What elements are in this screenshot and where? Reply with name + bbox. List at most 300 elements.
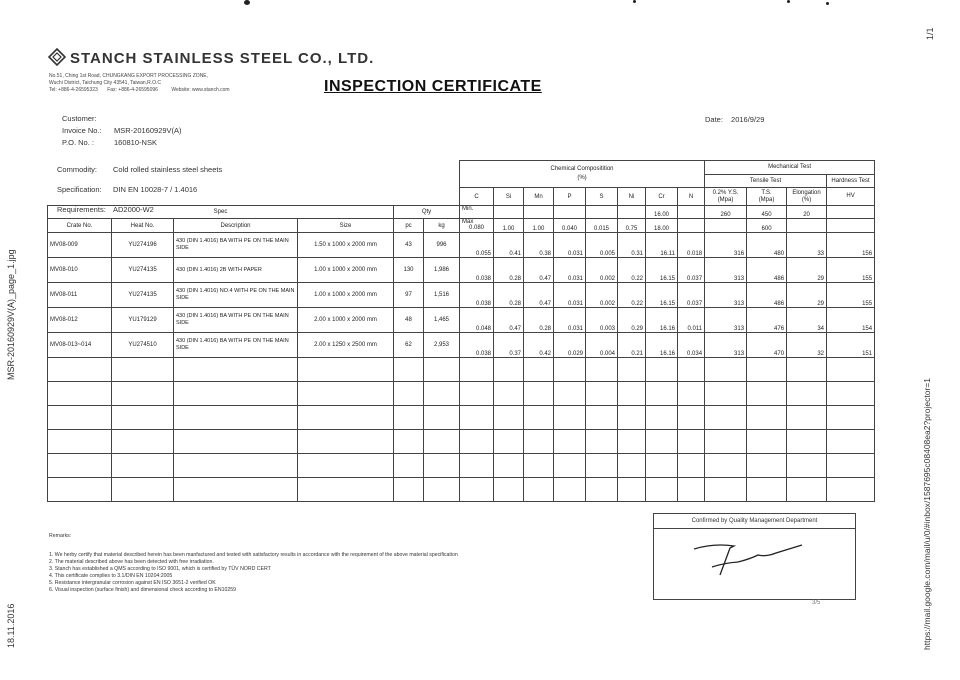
requirements-field: Requirements: AD2000-W2 [57, 205, 154, 214]
qty-label: Qty [394, 206, 460, 219]
empty-cell [424, 382, 460, 406]
empty-cell [112, 406, 174, 430]
value-cell: 16.15 [646, 283, 678, 308]
value-cell: 0.037 [678, 258, 705, 283]
confirmation-box [653, 513, 856, 600]
empty-cell [48, 454, 112, 478]
value-cell: 316 [705, 233, 747, 258]
value-cell: 155 [827, 283, 875, 308]
empty-cell [646, 382, 678, 406]
tensile-header: Tensile Test [705, 174, 827, 188]
empty-cell [174, 430, 298, 454]
empty-cell [460, 430, 494, 454]
value-cell: 34 [787, 308, 827, 333]
value-cell: 16.11 [646, 233, 678, 258]
document-title: INSPECTION CERTIFICATE [324, 78, 542, 95]
value-cell: 0.47 [494, 308, 524, 333]
max-value-9: 600 [747, 219, 787, 233]
value-cell: 0.031 [554, 308, 586, 333]
value-cell: 0.018 [678, 233, 705, 258]
empty-cell [586, 478, 618, 502]
po-field: P.O. No. : 160810-NSK [62, 138, 157, 147]
empty-cell [460, 454, 494, 478]
value-cell: 151 [827, 333, 875, 358]
right-margin-url: https://mail.google.com/mail/u/0/#inbox/1587695c08408ea2?projector=1 [922, 378, 932, 650]
empty-cell [827, 478, 875, 502]
empty-cell [48, 430, 112, 454]
description: 430 (DIN 1.4016) BA WITH PE ON THE MAIN SIDE [174, 333, 298, 358]
empty-cell [747, 382, 787, 406]
chem-col-n: N [678, 188, 705, 206]
empty-cell [618, 406, 646, 430]
table-row [48, 308, 875, 333]
remark-item: 4. This certificate complies to 3.1/DIN EN 10204:2005 [49, 573, 173, 579]
table-row [48, 283, 875, 308]
qty-pc: 97 [394, 283, 424, 308]
remark-item: 5. Resistance intergranular corrosion against EN ISO 3651-2 verified OK [49, 580, 216, 586]
value-cell: 0.42 [524, 333, 554, 358]
empty-cell [827, 454, 875, 478]
value-cell: 156 [827, 233, 875, 258]
empty-cell [524, 430, 554, 454]
heat-no: YU274510 [112, 333, 174, 358]
min-value-3 [554, 206, 586, 219]
empty-cell [705, 430, 747, 454]
value-cell: 0.038 [460, 333, 494, 358]
signature-mark [654, 529, 854, 589]
value-cell: 0.004 [586, 333, 618, 358]
empty-cell [394, 478, 424, 502]
qty-pc: 130 [394, 258, 424, 283]
qty-pc: 48 [394, 308, 424, 333]
empty-cell [646, 478, 678, 502]
col-pc: pc [394, 219, 424, 233]
empty-cell [787, 382, 827, 406]
empty-cell [112, 358, 174, 382]
left-margin-date: 18.11.2016 [6, 603, 16, 648]
value-cell: 0.005 [586, 233, 618, 258]
chem-col-si: Si [494, 188, 524, 206]
mech-col-0: 0.2% Y.S. (Mpa) [705, 188, 747, 206]
value-cell: 0.31 [618, 233, 646, 258]
value-cell: 0.048 [460, 308, 494, 333]
stanch-logo-icon [48, 48, 66, 66]
value-cell: 0.22 [618, 283, 646, 308]
empty-cell [705, 454, 747, 478]
value-cell: 313 [705, 258, 747, 283]
qty-kg: 1,516 [424, 283, 460, 308]
date-field: Date: 2016/9/29 [705, 115, 765, 124]
page-number: 1/1 [925, 27, 935, 40]
value-cell: 0.031 [554, 233, 586, 258]
min-value-1 [494, 206, 524, 219]
empty-cell [494, 454, 524, 478]
empty-cell [827, 358, 875, 382]
empty-cell [494, 406, 524, 430]
empty-cell [48, 406, 112, 430]
empty-cell [174, 454, 298, 478]
empty-cell [112, 454, 174, 478]
empty-row [48, 454, 875, 478]
value-cell: 313 [705, 333, 747, 358]
empty-cell [705, 406, 747, 430]
empty-cell [747, 454, 787, 478]
description: 430 (DIN 1.4016) BA WITH PE ON THE MAIN SIDE [174, 308, 298, 333]
specification-field: Specification: DIN EN 10028-7 / 1.4016 [57, 185, 198, 194]
website: Website: www.stanch.com [171, 87, 230, 93]
heat-no: YU274135 [112, 283, 174, 308]
remark-item: 3. Stanch has established a QMS according to ISO 9001, which is certified by TÜV NORD CERT [49, 566, 271, 572]
empty-cell [494, 358, 524, 382]
empty-cell [524, 382, 554, 406]
scan-mark [244, 0, 250, 5]
heat-no: YU179129 [112, 308, 174, 333]
max-value-2: 1.00 [524, 219, 554, 233]
empty-row [48, 430, 875, 454]
empty-cell [460, 478, 494, 502]
crate-no: MV08-012 [48, 308, 112, 333]
remark-item: 6. Visual inspection (surface finish) and dimensional check according to EN10259 [49, 587, 237, 593]
empty-cell [646, 454, 678, 478]
size: 2.00 x 1250 x 2500 mm [298, 333, 394, 358]
min-value-9: 450 [747, 206, 787, 219]
max-value-10 [787, 219, 827, 233]
max-label: Max [462, 219, 474, 225]
chem-col-ni: Ni [618, 188, 646, 206]
value-cell: 0.21 [618, 333, 646, 358]
value-cell: 29 [787, 283, 827, 308]
empty-cell [787, 358, 827, 382]
table-header-row-1 [48, 161, 875, 175]
empty-cell [586, 382, 618, 406]
mech-header: Mechanical Test [705, 161, 875, 175]
value-cell: 313 [705, 308, 747, 333]
empty-cell [678, 478, 705, 502]
value-cell: 0.38 [524, 233, 554, 258]
max-value-6: 18.00 [646, 219, 678, 233]
value-cell: 29 [787, 258, 827, 283]
value-cell: 486 [747, 258, 787, 283]
empty-cell [394, 406, 424, 430]
empty-cell [298, 454, 394, 478]
empty-cell [747, 406, 787, 430]
crate-no: MV08-013~014 [48, 333, 112, 358]
qty-pc: 62 [394, 333, 424, 358]
value-cell: 0.28 [494, 283, 524, 308]
empty-cell [618, 430, 646, 454]
min-value-5 [618, 206, 646, 219]
customer-field: Customer: [62, 114, 97, 123]
chem-col-p: P [554, 188, 586, 206]
crate-no: MV08-009 [48, 233, 112, 258]
tel: Tel: +886-4-26595323 [49, 87, 98, 93]
max-value-11 [827, 219, 875, 233]
empty-cell [394, 454, 424, 478]
table-min-row [48, 206, 875, 219]
empty-cell [554, 406, 586, 430]
qty-kg: 2,953 [424, 333, 460, 358]
empty-cell [112, 430, 174, 454]
max-value-0 [460, 219, 494, 233]
value-cell: 0.47 [524, 283, 554, 308]
table-row [48, 333, 875, 358]
empty-cell [174, 382, 298, 406]
mech-col-1: T.S. (Mpa) [747, 188, 787, 206]
empty-cell [787, 454, 827, 478]
value-cell: 480 [747, 233, 787, 258]
company-logo [48, 48, 66, 71]
spec-label: Spec [48, 206, 394, 219]
remarks [49, 533, 649, 594]
empty-cell [554, 430, 586, 454]
min-value-4 [586, 206, 618, 219]
empty-cell [298, 430, 394, 454]
empty-cell [494, 382, 524, 406]
min-value-2 [524, 206, 554, 219]
empty-cell [554, 382, 586, 406]
remarks-list [49, 552, 649, 594]
size: 1.00 x 1000 x 2000 mm [298, 283, 394, 308]
value-cell: 0.47 [524, 258, 554, 283]
max-value-7 [678, 219, 705, 233]
empty-cell [678, 358, 705, 382]
table-row [48, 258, 875, 283]
min-value-7 [678, 206, 705, 219]
qty-kg: 1,986 [424, 258, 460, 283]
value-cell: 0.28 [524, 308, 554, 333]
empty-cell [174, 406, 298, 430]
mech-col-2: Elongation (%) [787, 188, 827, 206]
scan-mark [826, 2, 829, 5]
empty-cell [705, 358, 747, 382]
empty-cell [298, 382, 394, 406]
min-value-10: 20 [787, 206, 827, 219]
empty-cell [394, 430, 424, 454]
value-cell: 476 [747, 308, 787, 333]
empty-cell [394, 358, 424, 382]
empty-cell [460, 358, 494, 382]
empty-cell [298, 358, 394, 382]
empty-cell [747, 358, 787, 382]
max-value-8 [705, 219, 747, 233]
empty-cell [424, 406, 460, 430]
size: 1.50 x 1000 x 2000 mm [298, 233, 394, 258]
empty-cell [112, 382, 174, 406]
footer-mark: 3/5 [812, 600, 821, 606]
qty-kg: 996 [424, 233, 460, 258]
col-crate: Crate No. [48, 219, 112, 233]
value-cell: 0.41 [494, 233, 524, 258]
value-cell: 0.011 [678, 308, 705, 333]
value-cell: 33 [787, 233, 827, 258]
empty-cell [747, 478, 787, 502]
min-value-6: 16.00 [646, 206, 678, 219]
value-cell: 0.031 [554, 283, 586, 308]
value-cell: 0.038 [460, 258, 494, 283]
value-cell: 313 [705, 283, 747, 308]
value-cell: 0.034 [678, 333, 705, 358]
empty-row [48, 382, 875, 406]
empty-cell [586, 430, 618, 454]
value-cell: 32 [787, 333, 827, 358]
max-value-0: 0.080 [468, 225, 484, 231]
min-label: Min. [460, 206, 494, 219]
confirmation-label: Confirmed by Quality Management Department [691, 518, 818, 524]
value-cell: 0.28 [494, 258, 524, 283]
value-cell: 0.038 [460, 283, 494, 308]
table-max-row [48, 219, 875, 233]
remarks-title: Remarks: [49, 533, 72, 539]
empty-cell [424, 430, 460, 454]
empty-cell [494, 430, 524, 454]
fax: Fax: +886-4-26595096 [107, 87, 158, 93]
empty-cell [646, 358, 678, 382]
max-value-1: 1.00 [494, 219, 524, 233]
empty-cell [112, 478, 174, 502]
value-cell: 0.055 [460, 233, 494, 258]
contact-line [49, 87, 309, 94]
commodity-field: Commodity: Cold rolled stainless steel sheets [57, 165, 223, 174]
value-cell: 0.037 [678, 283, 705, 308]
col-kg: kg [424, 219, 460, 233]
empty-cell [618, 358, 646, 382]
col-size: Size [298, 219, 394, 233]
chem-col-mn: Mn [524, 188, 554, 206]
left-margin-filename: MSR-20160929V(A)_page_1.jpg [6, 249, 16, 380]
size: 1.00 x 1000 x 2000 mm [298, 258, 394, 283]
value-cell: 16.16 [646, 308, 678, 333]
empty-cell [678, 454, 705, 478]
empty-cell [48, 358, 112, 382]
empty-cell [524, 358, 554, 382]
company-address [49, 73, 309, 94]
qty-kg: 1,465 [424, 308, 460, 333]
empty-row [48, 358, 875, 382]
empty-cell [678, 430, 705, 454]
empty-cell [460, 382, 494, 406]
empty-cell [174, 478, 298, 502]
empty-cell [174, 358, 298, 382]
value-cell: 0.37 [494, 333, 524, 358]
empty-cell [424, 478, 460, 502]
value-cell: 486 [747, 283, 787, 308]
empty-cell [524, 406, 554, 430]
empty-cell [827, 430, 875, 454]
value-cell: 16.15 [646, 258, 678, 283]
empty-cell [787, 430, 827, 454]
hardness-header: Hardness Test [827, 174, 875, 188]
scan-mark [633, 0, 636, 3]
empty-cell [586, 454, 618, 478]
empty-cell [524, 478, 554, 502]
empty-cell [394, 382, 424, 406]
inspection-table [47, 160, 875, 502]
empty-cell [554, 358, 586, 382]
empty-cell [48, 382, 112, 406]
value-cell: 0.029 [554, 333, 586, 358]
empty-cell [424, 358, 460, 382]
qty-pc: 43 [394, 233, 424, 258]
value-cell: 0.031 [554, 258, 586, 283]
crate-no: MV08-011 [48, 283, 112, 308]
empty-cell [618, 382, 646, 406]
empty-cell [554, 478, 586, 502]
mech-col-3: HV [827, 188, 875, 206]
value-cell: 155 [827, 258, 875, 283]
value-cell: 0.29 [618, 308, 646, 333]
empty-cell [646, 430, 678, 454]
empty-cell [678, 382, 705, 406]
empty-cell [678, 406, 705, 430]
empty-cell [787, 406, 827, 430]
max-value-4: 0.015 [586, 219, 618, 233]
empty-cell [705, 382, 747, 406]
invoice-field: Invoice No.: MSR-20160929V(A) [62, 126, 182, 135]
chem-header: Chemical Compositition (%) [460, 161, 705, 188]
remark-item: 2. The material described above has been detected with free irradiation. [49, 559, 214, 565]
max-value-5: 0.75 [618, 219, 646, 233]
value-cell: 154 [827, 308, 875, 333]
crate-no: MV08-010 [48, 258, 112, 283]
company-name: STANCH STAINLESS STEEL CO., LTD. [70, 50, 375, 67]
empty-cell [747, 430, 787, 454]
table-row [48, 233, 875, 258]
empty-cell [827, 382, 875, 406]
description: 430 (DIN 1.4016) 2B WITH PAPER [174, 258, 298, 283]
col-description: Description [174, 219, 298, 233]
empty-cell [618, 478, 646, 502]
empty-cell [618, 454, 646, 478]
min-value-8: 260 [705, 206, 747, 219]
header-fields [62, 113, 182, 149]
empty-cell [48, 478, 112, 502]
empty-row [48, 406, 875, 430]
description: 430 (DIN 1.4016) NO.4 WITH PE ON THE MAIN SIDE [174, 283, 298, 308]
empty-cell [787, 478, 827, 502]
empty-cell [827, 406, 875, 430]
value-cell: 0.003 [586, 308, 618, 333]
empty-cell [460, 406, 494, 430]
col-heat: Heat No. [112, 219, 174, 233]
remark-item: 1. We herby certify that material described herein has been manfactured and tested with satisfactory results in accordance with the requirement of the above material specification [49, 552, 458, 558]
empty-cell [298, 406, 394, 430]
value-cell: 0.22 [618, 258, 646, 283]
chem-col-cr: Cr [646, 188, 678, 206]
empty-cell [424, 454, 460, 478]
empty-cell [494, 478, 524, 502]
empty-cell [586, 406, 618, 430]
size: 2.00 x 1000 x 2000 mm [298, 308, 394, 333]
empty-cell [524, 454, 554, 478]
scan-mark [787, 0, 790, 3]
empty-row [48, 478, 875, 502]
description: 430 (DIN 1.4016) BA WITH PE ON THE MAIN SIDE [174, 233, 298, 258]
empty-cell [646, 406, 678, 430]
empty-cell [586, 358, 618, 382]
empty-cell [554, 454, 586, 478]
value-cell: 470 [747, 333, 787, 358]
heat-no: YU274196 [112, 233, 174, 258]
empty-cell [705, 478, 747, 502]
value-cell: 0.002 [586, 258, 618, 283]
max-value-3: 0.040 [554, 219, 586, 233]
address-line-1: No.51, Ching 1st Road, CHUNGKANG EXPORT PROCESSING ZONE, [49, 73, 209, 79]
chem-col-c: C [460, 188, 494, 206]
heat-no: YU274135 [112, 258, 174, 283]
chem-col-s: S [586, 188, 618, 206]
value-cell: 16.16 [646, 333, 678, 358]
min-value-11 [827, 206, 875, 219]
